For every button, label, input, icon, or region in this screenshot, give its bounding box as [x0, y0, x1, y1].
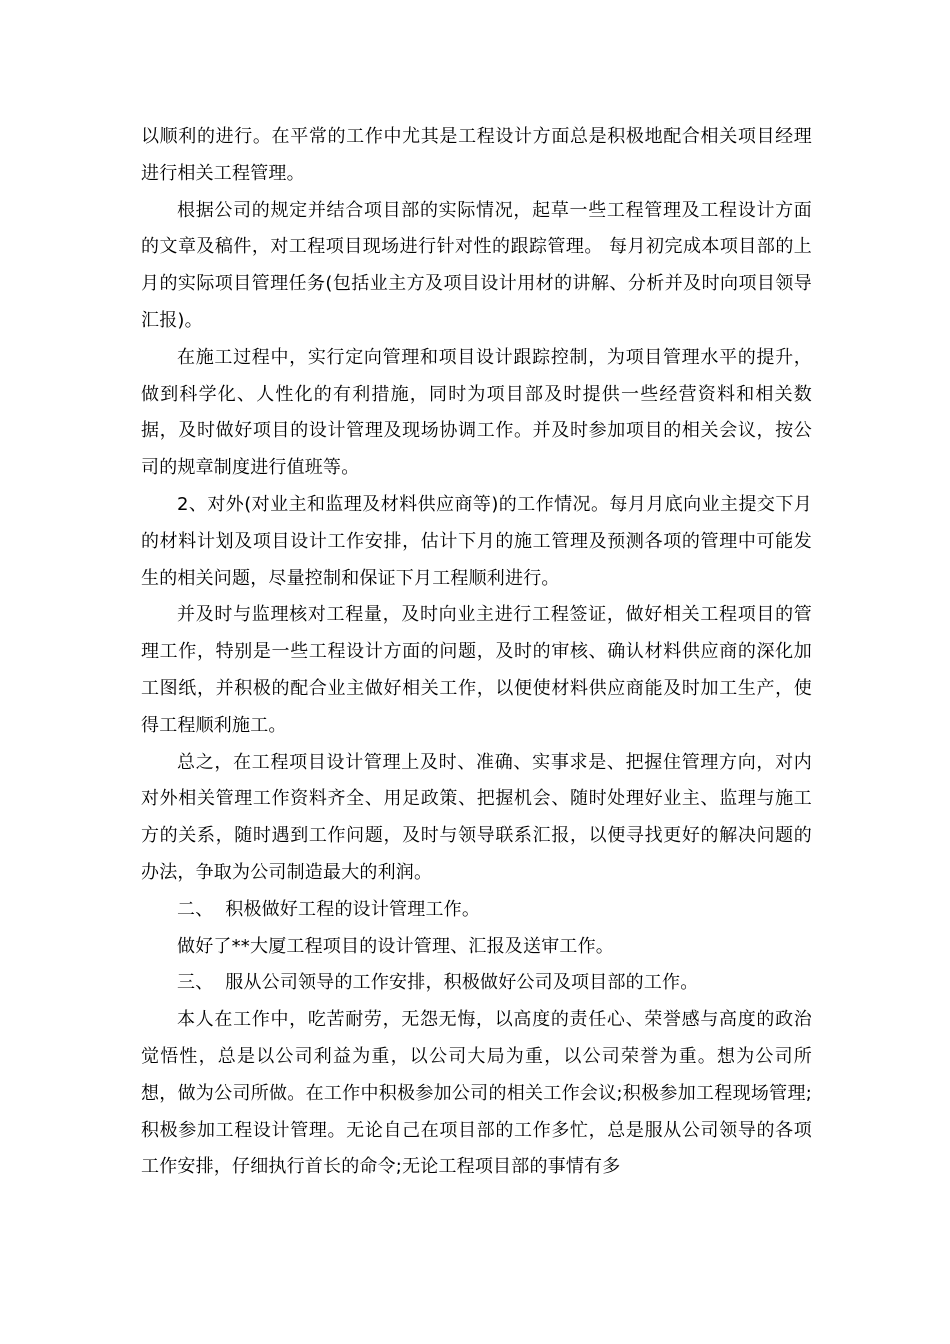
paragraph-5: 并及时与监理核对工程量，及时向业主进行工程签证，做好相关工程项目的管理工作，特别是一些工程设计方面的问题，及时的审核、确认材料供应商的深化加工图纸，并积极的配合业主做好相关工作，以便使材料供应商能及时加工生产，使得工程顺利施工。: [141, 604, 812, 736]
paragraph-2: 根据公司的规定并结合项目部的实际情况，起草一些工程管理及工程设计方面的文章及稿件，对工程项目现场进行针对性的跟踪管理。 每月初完成本项目部的上月的实际项目管理任务(包括业主方及项目设计用材的讲解、分析并及时向项目领导汇报)。: [141, 199, 812, 331]
paragraph-6: 总之，在工程项目设计管理上及时、准确、实事求是、把握住管理方向，对内对外相关管理工作资料齐全、用足政策、把握机会、随时处理好业主、监理与施工方的关系，随时遇到工作问题，及时与领导联系汇报，以便寻找更好的解决问题的办法，争取为公司制造最大的利润。: [141, 751, 812, 883]
paragraph-7: 做好了**大厦工程项目的设计管理、汇报及送审工作。: [177, 935, 614, 957]
section-heading-3: 三、 服从公司领导的工作安排，积极做好公司及项目部的工作。: [177, 972, 699, 994]
section-heading-2: 二、 积极做好工程的设计管理工作。: [177, 898, 481, 920]
paragraph-3: 在施工过程中，实行定向管理和项目设计跟踪控制，为项目管理水平的提升，做到科学化、人性化的有利措施，同时为项目部及时提供一些经营资料和相关数据，及时做好项目的设计管理及现场协调工作。并及时参加项目的相关会议，按公司的规章制度进行值班等。: [141, 346, 812, 479]
paragraph-1: 以顺利的进行。在平常的工作中尤其是工程设计方面总是积极地配合相关项目经理进行相关工程管理。: [141, 126, 812, 184]
document-body: [141, 119, 818, 1186]
paragraph-4: 2、对外(对业主和监理及材料供应商等)的工作情况。每月月底向业主提交下月的材料计划及项目设计工作安排，估计下月的施工管理及预测各项的管理中可能发生的相关问题，尽量控制和保证下月工程顺利进行。: [141, 493, 812, 589]
paragraph-8: 本人在工作中，吃苦耐劳，无怨无悔，以高度的责任心、荣誉感与高度的政治觉悟性，总是以公司利益为重，以公司大局为重，以公司荣誉为重。想为公司所想，做为公司所做。在工作中积极参加公司的相关工作会议;积极参加工程现场管理; 积极参加工程设计管理。无论自己在项目部的工作多忙，总是服从公司领导的各项工作安排，仔细执行首长的命令;无论工程项目部的事情有多: [141, 1009, 818, 1178]
